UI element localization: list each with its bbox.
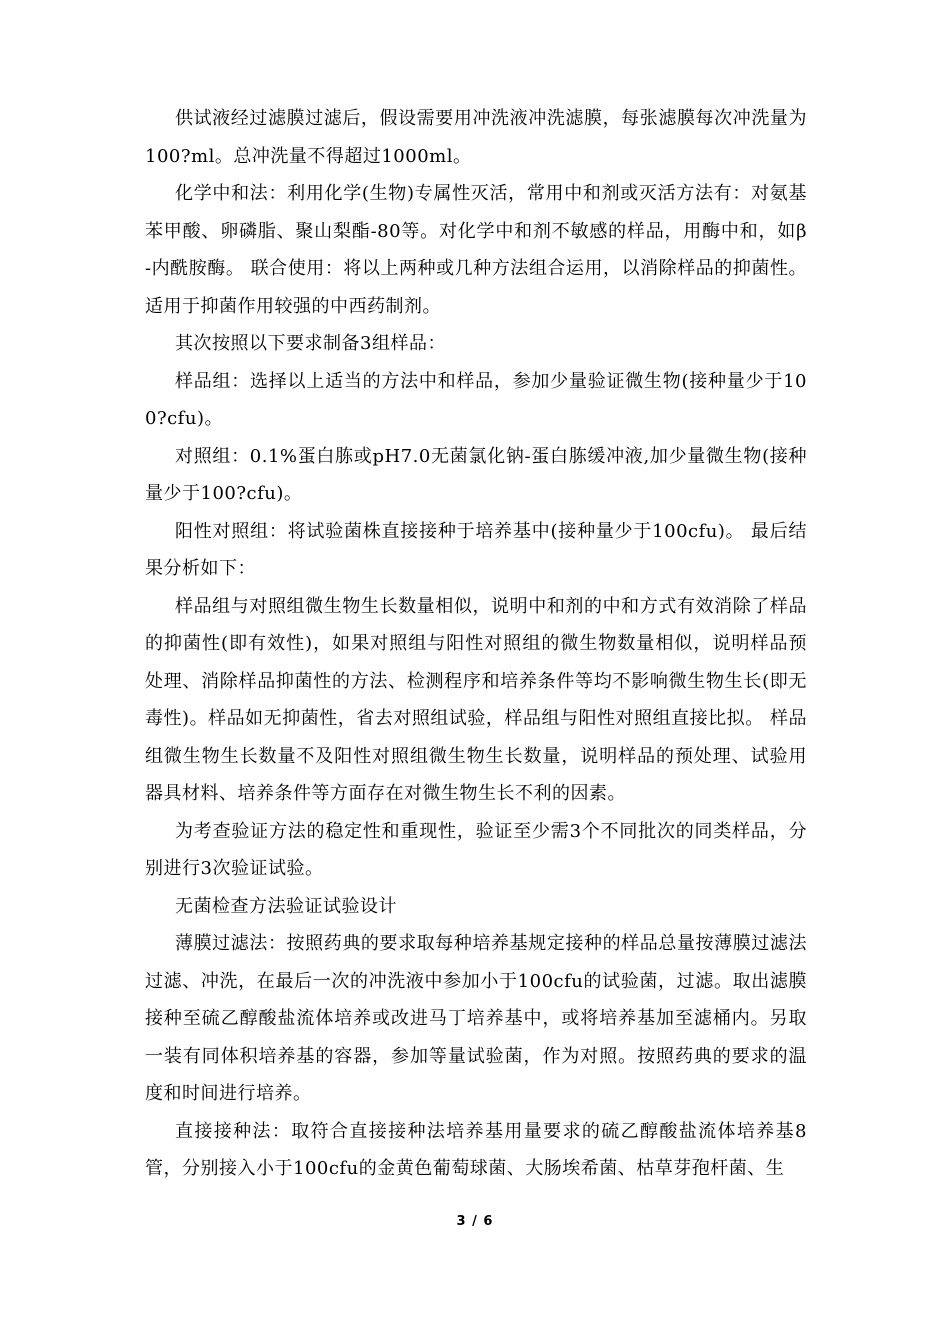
paragraph-chemical-neutralization: 化学中和法：利用化学(生物)专属性灭活，常用中和剂或灭活方法有：对氨基苯甲酸、卵磷脂、聚山梨酯-80等。对化学中和剂不敏感的样品，用酶中和，如β -内酰胺酶。 联合使用：将以上两种或几种方法组合运用，以消除样品的抑菌性。适用于抑菌作用较强的中西药制剂。 bbox=[145, 183, 807, 317]
document-body bbox=[145, 100, 807, 1188]
paragraph-sample-group: 样品组：选择以上适当的方法中和样品，参加少量验证微生物(接种量少于100?cfu)。 bbox=[145, 370, 807, 429]
paragraph-filter-rinse: 供试液经过滤膜过滤后，假设需要用冲洗液冲洗滤膜，每张滤膜每次冲洗量为100?ml。总冲洗量不得超过1000ml。 bbox=[145, 108, 807, 167]
paragraph-control-group: 对照组：0.1%蛋白胨或pH7.0无菌氯化钠-蛋白胨缓冲液,加少量微生物(接种量少于100?cfu)。 bbox=[145, 445, 807, 504]
section-heading-sterility-test-design: 无菌检查方法验证试验设计 bbox=[175, 895, 397, 917]
paragraph-membrane-filtration: 薄膜过滤法：按照药典的要求取每种培养基规定接种的样品总量按薄膜过滤法过滤、冲洗，在最后一次的冲洗液中参加小于100cfu的试验菌，过滤。取出滤膜接种至硫乙醇酸盐流体培养或改进马丁培养基中，或将培养基加至滤桶内。另取一装有同体积培养基的容器，参加等量试验菌，作为对照。按照药典的要求的温度和时间进行培养。 bbox=[145, 933, 807, 1104]
paragraph-direct-inoculation: 直接接种法：取符合直接接种法培养基用量要求的硫乙醇酸盐流体培养基8管，分别接入小于100cfu的金黄色葡萄球菌、大肠埃希菌、枯草芽孢杆菌、生 bbox=[145, 1120, 807, 1179]
paragraph-prepare-groups: 其次按照以下要求制备3组样品： bbox=[175, 333, 446, 354]
page-number: 3 / 6 bbox=[456, 1214, 494, 1229]
paragraph-result-analysis: 样品组与对照组微生物生长数量相似，说明中和剂的中和方式有效消除了样品的抑菌性(即有效性)，如果对照组与阳性对照组的微生物数量相似，说明样品预处理、消除样品抑菌性的方法、检测程序和培养条件等均不影响微生物生长(即无毒性)。样品如无抑菌性，省去对照组试验，样品组与阳性对照组直接比拟。 样品组微生物生长数量不及阳性对照组微生物生长数量，说明样品的预处理、试验用器具材料、培养条件等方面存在对微生物生长不利的因素。 bbox=[145, 595, 807, 804]
paragraph-stability-reproducibility: 为考查验证方法的稳定性和重现性，验证至少需3个不同批次的同类样品，分别进行3次验证试验。 bbox=[145, 820, 807, 879]
paragraph-positive-control-group: 阳性对照组：将试验菌株直接接种于培养基中(接种量少于100cfu)。 最后结果分析如下： bbox=[145, 520, 807, 579]
